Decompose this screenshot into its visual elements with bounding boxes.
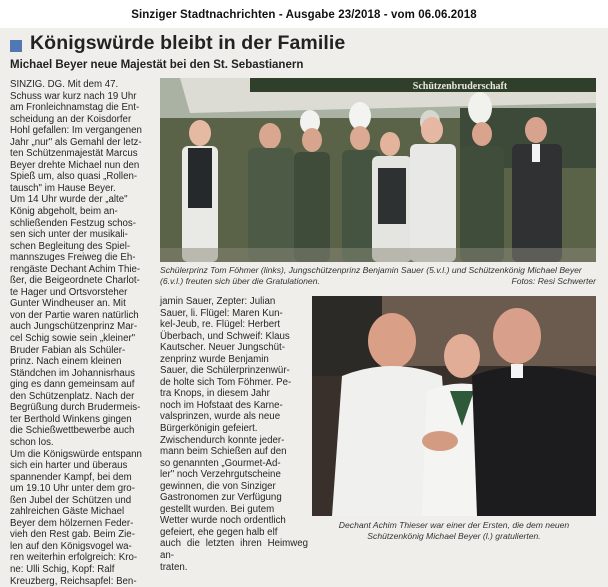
- group-photo-caption: [160, 265, 596, 286]
- photo-credit: Fotos: Resi Schwerter: [511, 275, 596, 286]
- group-photo-image: [160, 78, 596, 262]
- group-photo: [160, 78, 596, 262]
- article-title: Königswürde bleibt in der Familie: [30, 32, 346, 54]
- article-column-2: jamin Sauer, Zepter: Julian Sauer, li. Flügel: Maren Kun- kel-Jeub, re. Flügel: Herbert Überbach, und Schweif: Klaus Kautscher. Neuer Jungschüt- zenprinz wurde Benjamin Sauer, die Schülerprinzenwür- de holte sich Tom Föhmer. Pe- tra Knops, in diesem Jahr noch im Hofstaat des Karne- valsprinzen, wurde als neue Bürgerkönigin gefeiert. Zwischendurch konnte jeder- mann beim Schießen auf den so genannten „Gourmet-Ad- ler" noch Verzehrgutscheine gewinnen, die von Sinziger Gastronomen zur Verfügung gestellt wurden. Bei gutem Wetter wurde noch ordentlich gefeiert, ehe gegen halb elf auch die letzten ihren Heimweg an- traten.: [160, 296, 308, 573]
- group-photo-caption-text: Schülerprinz Tom Föhmer (links), Jungschützenprinz Benjamin Sauer (5.v.l.) und Schützenkönig Michael Beyer (6.v.l.) freuten sich über die Gratulationen.: [160, 265, 582, 286]
- handshake-photo-image: [312, 296, 596, 516]
- publication-header: Sinziger Stadtnachrichten - Ausgabe 23/2018 - vom 06.06.2018: [131, 9, 477, 21]
- handshake-photo: [312, 296, 596, 516]
- banner-text: Schützenbruderschaft: [412, 81, 508, 92]
- article-subtitle: Michael Beyer neue Majestät bei den St. Sebastianern: [10, 59, 304, 71]
- title-marker: [10, 40, 22, 52]
- article-column-1: SINZIG. DG. Mit dem 47. Schuss war kurz nach 19 Uhr am Fronleichnamstag die Ent- scheidung an der Koisdorfer Hohl gefallen: Im vergangenen Jahr „nur" als Gemahl der letz- ten Schützenmajestät Marcus Beyer drehte Michael nun den Spieß um, also quasi „Rollen- tausch" im Hause Beyer. Um 14 Uhr wurde der „alte" König abgeholt, beim an- schließenden Festzug schos- sen sich unter der musikali- schen Begleitung des Spiel- mannszuges Freiweg die Eh- rengäste Dechant Achim Thie- ßer, die Beigeordnete Charlot- te Hager und Ortsvorsteher Gunter Windheuser an. Mit von der Partie waren natürlich auch Jungschützenprinz Mar- cel Schig sowie sein „kleiner" Bruder Fabian als Schüler- prinz. Nach einem kleinen Ständchen im Johannisrhaus ging es dann gemeinsam auf den Schützenplatz. Nach der Begrüßung durch Brudermeis- ter Berthold Winkens gingen die Schießwettbewerbe auch schon los. Um die Königswürde entspann sich ein harter und überaus spannender Kampf, bei dem um 19.10 Uhr unter dem gro- ßen Jubel der Schützen und zahlreichen Gäste Michael Beyer dem hölzernen Feder- vieh den Rest gab. Beim Zie- len auf den Königsvogel wa- ren weiterhin erfolgreich: Kro- ne: Ulli Schig, Kopf: Ralf Kreuzberg, Reichsapfel: Ben-: [10, 79, 142, 587]
- handshake-photo-caption: Dechant Achim Thieser war einer der Ersten, die dem neuen Schützenkönig Michael Beyer (l.) gratulierten.: [338, 520, 570, 541]
